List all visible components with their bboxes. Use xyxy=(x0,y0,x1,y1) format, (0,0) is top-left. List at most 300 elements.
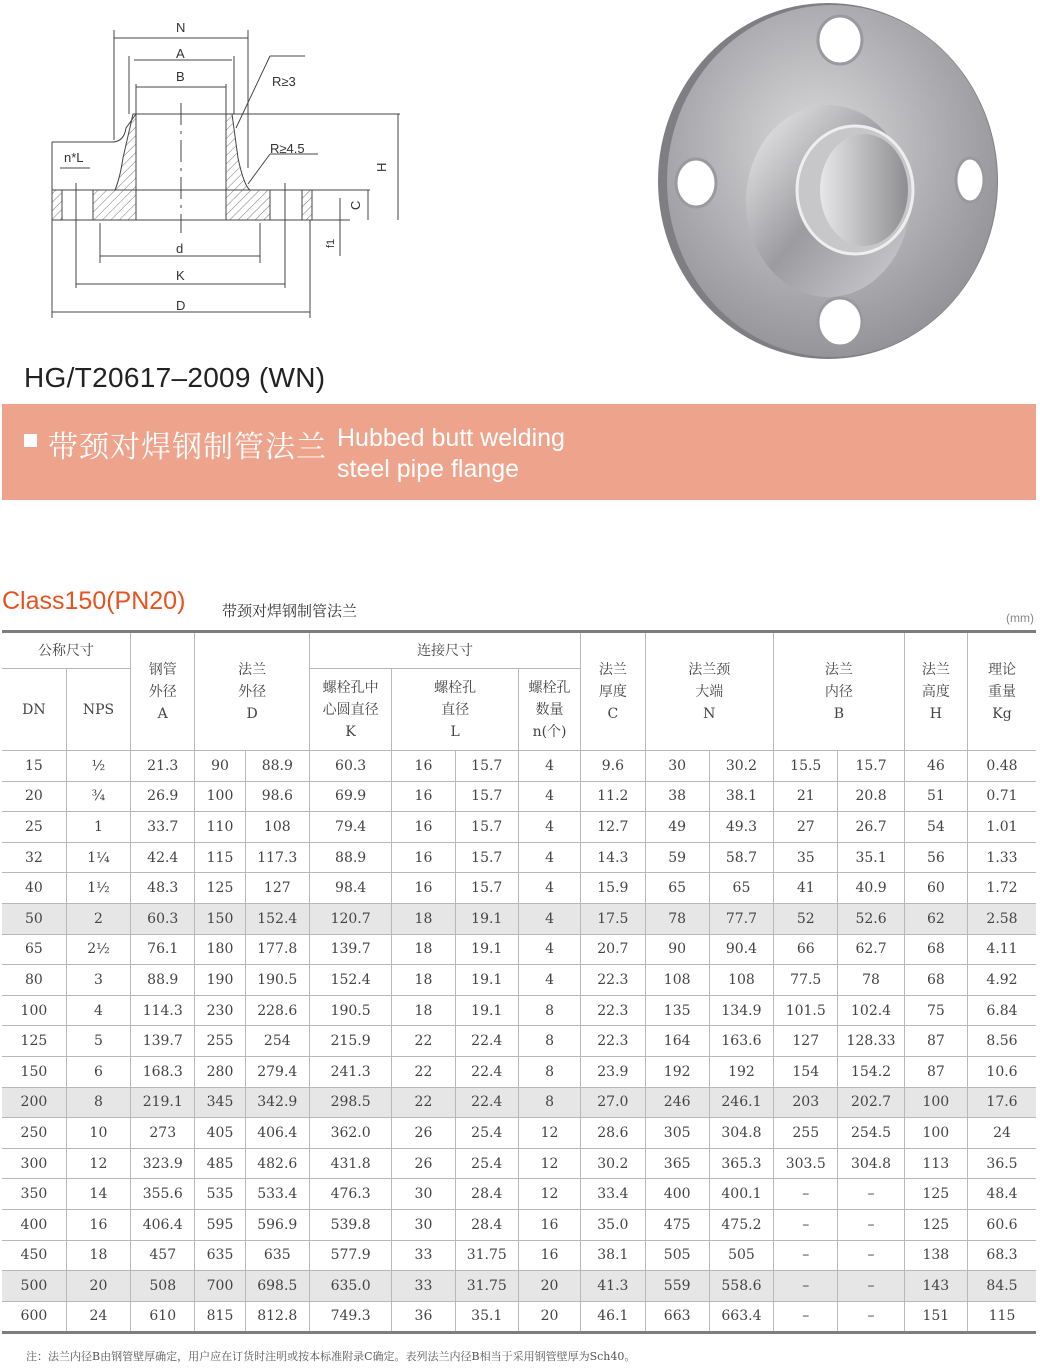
cell-n: 4 xyxy=(518,965,580,996)
cell-kg: 60.6 xyxy=(968,1209,1037,1240)
cell-b2: – xyxy=(838,1209,904,1240)
cell-h: 125 xyxy=(904,1179,967,1210)
cell-l2: 25.4 xyxy=(455,1118,518,1149)
cell-l2: 15.7 xyxy=(455,842,518,873)
cell-k: 98.4 xyxy=(309,873,391,904)
table-row xyxy=(2,842,1036,873)
cell-h: 100 xyxy=(904,1087,967,1118)
cell-k: 139.7 xyxy=(309,934,391,965)
table-row xyxy=(2,934,1036,965)
cell-nps: 3 xyxy=(66,965,130,996)
cell-dn: 125 xyxy=(2,1026,66,1057)
cell-n1: 246 xyxy=(645,1087,709,1118)
cell-n2: 304.8 xyxy=(709,1118,773,1149)
cell-a: 219.1 xyxy=(131,1087,195,1118)
cell-l2: 35.1 xyxy=(455,1301,518,1333)
cell-l2: 15.7 xyxy=(455,781,518,812)
cell-a: 48.3 xyxy=(131,873,195,904)
cell-kg: 4.11 xyxy=(968,934,1037,965)
flange-product-photo xyxy=(650,0,1000,362)
cell-n: 8 xyxy=(518,1087,580,1118)
cell-n: 4 xyxy=(518,751,580,782)
table-row xyxy=(2,1148,1036,1179)
cell-l2: 19.1 xyxy=(455,995,518,1026)
cell-d2: 482.6 xyxy=(245,1148,309,1179)
cell-dn: 80 xyxy=(2,965,66,996)
cell-d2: 698.5 xyxy=(245,1271,309,1302)
cell-nps: 1¼ xyxy=(66,842,130,873)
cell-c: 17.5 xyxy=(581,903,645,934)
cell-k: 749.3 xyxy=(309,1301,391,1333)
banner-title-cn: 带颈对焊钢制管法兰 xyxy=(48,430,327,465)
cell-n: 8 xyxy=(518,1056,580,1087)
cell-d1: 635 xyxy=(195,1240,245,1271)
cell-n1: 49 xyxy=(645,812,709,843)
cell-d1: 595 xyxy=(195,1209,245,1240)
cell-k: 215.9 xyxy=(309,1026,391,1057)
cell-h: 51 xyxy=(904,781,967,812)
cell-b2: 128.33 xyxy=(838,1026,904,1057)
cell-b2: 40.9 xyxy=(838,873,904,904)
standard-title: HG/T20617–2009 (WN) xyxy=(24,362,326,393)
table-row xyxy=(2,1271,1036,1302)
cell-dn: 32 xyxy=(2,842,66,873)
table-row xyxy=(2,903,1036,934)
cell-nps: 1 xyxy=(66,812,130,843)
label-d: d xyxy=(176,241,184,256)
cell-k: 635.0 xyxy=(309,1271,391,1302)
cell-a: 21.3 xyxy=(131,751,195,782)
cell-n1: 400 xyxy=(645,1179,709,1210)
cell-l2: 31.75 xyxy=(455,1240,518,1271)
cell-b1: 154 xyxy=(774,1056,838,1087)
cell-nps: 14 xyxy=(66,1179,130,1210)
cell-l1: 30 xyxy=(392,1209,455,1240)
cell-b1: 203 xyxy=(774,1087,838,1118)
cell-d1: 405 xyxy=(195,1118,245,1149)
cell-dn: 350 xyxy=(2,1179,66,1210)
unit-label: (mm) xyxy=(1006,611,1034,625)
cell-c: 22.3 xyxy=(581,965,645,996)
cell-h: 54 xyxy=(904,812,967,843)
cell-d2: 279.4 xyxy=(245,1056,309,1087)
cell-n1: 663 xyxy=(645,1301,709,1333)
cell-kg: 8.56 xyxy=(968,1026,1037,1057)
cell-n1: 559 xyxy=(645,1271,709,1302)
cell-h: 143 xyxy=(904,1271,967,1302)
cell-l1: 18 xyxy=(392,903,455,934)
cell-a: 76.1 xyxy=(131,934,195,965)
cell-d1: 180 xyxy=(195,934,245,965)
cell-dn: 250 xyxy=(2,1118,66,1149)
cell-d1: 255 xyxy=(195,1026,245,1057)
cell-n1: 305 xyxy=(645,1118,709,1149)
cell-b2: 62.7 xyxy=(838,934,904,965)
header-bore: 法兰 内径 B xyxy=(774,632,905,751)
label-B: B xyxy=(176,69,185,84)
label-N: N xyxy=(176,20,186,35)
cell-c: 20.7 xyxy=(581,934,645,965)
cell-kg: 0.48 xyxy=(968,751,1037,782)
cell-b1: 52 xyxy=(774,903,838,934)
cell-c: 22.3 xyxy=(581,1026,645,1057)
cell-l1: 16 xyxy=(392,842,455,873)
cell-nps: 18 xyxy=(66,1240,130,1271)
cell-d2: 406.4 xyxy=(245,1118,309,1149)
table-row xyxy=(2,1179,1036,1210)
table-row xyxy=(2,1026,1036,1057)
cell-h: 56 xyxy=(904,842,967,873)
cell-b1: 21 xyxy=(774,781,838,812)
label-R3: R≥3 xyxy=(272,74,296,89)
cell-nps: 1½ xyxy=(66,873,130,904)
cell-h: 62 xyxy=(904,903,967,934)
cell-h: 113 xyxy=(904,1148,967,1179)
cell-dn: 200 xyxy=(2,1087,66,1118)
label-A: A xyxy=(176,46,185,61)
cell-n2: 163.6 xyxy=(709,1026,773,1057)
cell-c: 46.1 xyxy=(581,1301,645,1333)
cell-d1: 485 xyxy=(195,1148,245,1179)
cell-c: 11.2 xyxy=(581,781,645,812)
cell-a: 33.7 xyxy=(131,812,195,843)
cell-d2: 117.3 xyxy=(245,842,309,873)
cell-n1: 505 xyxy=(645,1240,709,1271)
cell-l1: 22 xyxy=(392,1026,455,1057)
cell-n: 4 xyxy=(518,842,580,873)
cell-kg: 36.5 xyxy=(968,1148,1037,1179)
cell-h: 138 xyxy=(904,1240,967,1271)
cell-n: 8 xyxy=(518,1026,580,1057)
cell-n: 8 xyxy=(518,995,580,1026)
label-H: H xyxy=(374,162,389,172)
cell-l1: 26 xyxy=(392,1148,455,1179)
table-row xyxy=(2,995,1036,1026)
cell-b1: 127 xyxy=(774,1026,838,1057)
footnote: 注：法兰内径B由钢管壁厚确定，用户应在订货时注明或按本标准附录C确定。表列法兰内径B相当于采用钢管壁厚为Sch40。 xyxy=(26,1350,636,1363)
cell-kg: 17.6 xyxy=(968,1087,1037,1118)
cell-dn: 500 xyxy=(2,1271,66,1302)
cell-kg: 115 xyxy=(968,1301,1037,1333)
cell-n2: 77.7 xyxy=(709,903,773,934)
cell-kg: 24 xyxy=(968,1118,1037,1149)
cell-d1: 700 xyxy=(195,1271,245,1302)
cell-nps: 24 xyxy=(66,1301,130,1333)
cell-dn: 100 xyxy=(2,995,66,1026)
cell-h: 60 xyxy=(904,873,967,904)
cell-k: 190.5 xyxy=(309,995,391,1026)
cell-n1: 65 xyxy=(645,873,709,904)
label-K: K xyxy=(176,268,185,283)
cell-b2: 52.6 xyxy=(838,903,904,934)
cell-a: 323.9 xyxy=(131,1148,195,1179)
cell-n2: 65 xyxy=(709,873,773,904)
table-row xyxy=(2,1240,1036,1271)
table-row xyxy=(2,781,1036,812)
header-bolt-hole-dia: 螺栓孔 直径 L xyxy=(392,669,519,751)
cell-n1: 59 xyxy=(645,842,709,873)
flange-cross-section-drawing xyxy=(40,8,420,318)
cell-b1: 303.5 xyxy=(774,1148,838,1179)
cell-n2: 400.1 xyxy=(709,1179,773,1210)
cell-l2: 22.4 xyxy=(455,1026,518,1057)
cell-kg: 84.5 xyxy=(968,1271,1037,1302)
cell-l2: 19.1 xyxy=(455,965,518,996)
cell-kg: 10.6 xyxy=(968,1056,1037,1087)
cell-nps: 6 xyxy=(66,1056,130,1087)
cell-d2: 342.9 xyxy=(245,1087,309,1118)
cell-d2: 177.8 xyxy=(245,934,309,965)
cell-c: 33.4 xyxy=(581,1179,645,1210)
table-row xyxy=(2,1301,1036,1333)
cell-l2: 22.4 xyxy=(455,1056,518,1087)
cell-kg: 2.58 xyxy=(968,903,1037,934)
table-row xyxy=(2,1118,1036,1149)
cell-d2: 152.4 xyxy=(245,903,309,934)
cell-h: 87 xyxy=(904,1056,967,1087)
cell-n: 12 xyxy=(518,1148,580,1179)
cell-n: 12 xyxy=(518,1179,580,1210)
cell-l1: 18 xyxy=(392,995,455,1026)
label-f1: f1 xyxy=(325,238,337,248)
cell-l2: 25.4 xyxy=(455,1148,518,1179)
cell-n2: 108 xyxy=(709,965,773,996)
cell-c: 30.2 xyxy=(581,1148,645,1179)
cell-n: 4 xyxy=(518,934,580,965)
cell-kg: 1.72 xyxy=(968,873,1037,904)
cell-kg: 4.92 xyxy=(968,965,1037,996)
cell-d2: 127 xyxy=(245,873,309,904)
cell-l2: 28.4 xyxy=(455,1179,518,1210)
cell-nps: 8 xyxy=(66,1087,130,1118)
cell-d1: 100 xyxy=(195,781,245,812)
cell-l2: 15.7 xyxy=(455,751,518,782)
cell-b2: 202.7 xyxy=(838,1087,904,1118)
cell-l1: 36 xyxy=(392,1301,455,1333)
cell-b2: – xyxy=(838,1240,904,1271)
cell-n: 20 xyxy=(518,1271,580,1302)
cell-c: 12.7 xyxy=(581,812,645,843)
cell-n: 4 xyxy=(518,903,580,934)
cell-b2: – xyxy=(838,1271,904,1302)
cell-n1: 164 xyxy=(645,1026,709,1057)
cell-d2: 254 xyxy=(245,1026,309,1057)
cell-n: 16 xyxy=(518,1209,580,1240)
cell-nps: ¾ xyxy=(66,781,130,812)
cell-dn: 300 xyxy=(2,1148,66,1179)
cell-l2: 15.7 xyxy=(455,812,518,843)
cell-b2: 78 xyxy=(838,965,904,996)
cell-d2: 190.5 xyxy=(245,965,309,996)
cell-k: 79.4 xyxy=(309,812,391,843)
cell-l1: 33 xyxy=(392,1240,455,1271)
cell-b2: – xyxy=(838,1301,904,1333)
cell-n: 16 xyxy=(518,1240,580,1271)
cell-l1: 22 xyxy=(392,1056,455,1087)
cell-a: 60.3 xyxy=(131,903,195,934)
cell-k: 88.9 xyxy=(309,842,391,873)
cell-kg: 1.01 xyxy=(968,812,1037,843)
cell-k: 431.8 xyxy=(309,1148,391,1179)
cell-l1: 16 xyxy=(392,781,455,812)
cell-l1: 26 xyxy=(392,1118,455,1149)
cell-c: 14.3 xyxy=(581,842,645,873)
cell-n2: 58.7 xyxy=(709,842,773,873)
cell-n2: 475.2 xyxy=(709,1209,773,1240)
header-dn: DN xyxy=(2,669,66,751)
cell-d1: 345 xyxy=(195,1087,245,1118)
cell-n1: 90 xyxy=(645,934,709,965)
cell-a: 355.6 xyxy=(131,1179,195,1210)
cell-dn: 15 xyxy=(2,751,66,782)
table-row xyxy=(2,1056,1036,1087)
cell-dn: 150 xyxy=(2,1056,66,1087)
cell-a: 610 xyxy=(131,1301,195,1333)
cell-l2: 15.7 xyxy=(455,873,518,904)
cell-b1: 255 xyxy=(774,1118,838,1149)
cell-d2: 596.9 xyxy=(245,1209,309,1240)
cell-b2: 15.7 xyxy=(838,751,904,782)
table-row xyxy=(2,965,1036,996)
cell-nps: 5 xyxy=(66,1026,130,1057)
cell-b1: – xyxy=(774,1301,838,1333)
cell-h: 68 xyxy=(904,934,967,965)
cell-b2: 20.8 xyxy=(838,781,904,812)
cell-l2: 19.1 xyxy=(455,934,518,965)
cell-l2: 22.4 xyxy=(455,1087,518,1118)
cell-nps: 12 xyxy=(66,1148,130,1179)
header-height: 法兰 高度 H xyxy=(904,632,967,751)
cell-dn: 450 xyxy=(2,1240,66,1271)
cell-d1: 280 xyxy=(195,1056,245,1087)
cell-b1: 77.5 xyxy=(774,965,838,996)
cell-d2: 98.6 xyxy=(245,781,309,812)
cell-a: 457 xyxy=(131,1240,195,1271)
cell-b2: 254.5 xyxy=(838,1118,904,1149)
cell-b1: – xyxy=(774,1179,838,1210)
cell-h: 151 xyxy=(904,1301,967,1333)
cell-d2: 635 xyxy=(245,1240,309,1271)
cell-d1: 535 xyxy=(195,1179,245,1210)
cell-l1: 18 xyxy=(392,965,455,996)
banner-title-en-line1: Hubbed butt welding xyxy=(337,424,565,452)
cell-a: 508 xyxy=(131,1271,195,1302)
cell-b1: – xyxy=(774,1209,838,1240)
cell-c: 22.3 xyxy=(581,995,645,1026)
header-weight: 理论 重量 Kg xyxy=(968,632,1037,751)
banner-title-en-line2: steel pipe flange xyxy=(337,455,520,483)
header-connection: 连接尺寸 xyxy=(309,632,580,669)
cell-n: 4 xyxy=(518,812,580,843)
cell-b1: – xyxy=(774,1240,838,1271)
cell-dn: 65 xyxy=(2,934,66,965)
table-row xyxy=(2,873,1036,904)
cell-l1: 22 xyxy=(392,1087,455,1118)
cell-c: 27.0 xyxy=(581,1087,645,1118)
class-subtitle: 带颈对焊钢制管法兰 xyxy=(222,602,358,620)
cell-n: 4 xyxy=(518,781,580,812)
cell-k: 362.0 xyxy=(309,1118,391,1149)
cell-c: 28.6 xyxy=(581,1118,645,1149)
cell-b1: 15.5 xyxy=(774,751,838,782)
cell-k: 577.9 xyxy=(309,1240,391,1271)
class-title: Class150(PN20) xyxy=(2,587,186,615)
cell-dn: 25 xyxy=(2,812,66,843)
cell-l2: 19.1 xyxy=(455,903,518,934)
cell-n2: 246.1 xyxy=(709,1087,773,1118)
cell-k: 120.7 xyxy=(309,903,391,934)
cell-n2: 90.4 xyxy=(709,934,773,965)
header-bolt-circle: 螺栓孔中 心圆直径 K xyxy=(309,669,391,751)
cell-d2: 812.8 xyxy=(245,1301,309,1333)
cell-dn: 40 xyxy=(2,873,66,904)
cell-l1: 33 xyxy=(392,1271,455,1302)
cell-h: 68 xyxy=(904,965,967,996)
cell-dn: 400 xyxy=(2,1209,66,1240)
cell-b1: 27 xyxy=(774,812,838,843)
cell-h: 100 xyxy=(904,1118,967,1149)
cell-k: 241.3 xyxy=(309,1056,391,1087)
cell-h: 75 xyxy=(904,995,967,1026)
cell-nps: 4 xyxy=(66,995,130,1026)
flange-spec-table xyxy=(2,630,1036,1334)
cell-l1: 16 xyxy=(392,751,455,782)
cell-b1: – xyxy=(774,1271,838,1302)
cell-h: 125 xyxy=(904,1209,967,1240)
cell-k: 298.5 xyxy=(309,1087,391,1118)
cell-kg: 6.84 xyxy=(968,995,1037,1026)
cell-b1: 66 xyxy=(774,934,838,965)
bullet-square-icon xyxy=(24,434,37,447)
cell-n1: 192 xyxy=(645,1056,709,1087)
cell-n2: 49.3 xyxy=(709,812,773,843)
cell-dn: 20 xyxy=(2,781,66,812)
cell-a: 406.4 xyxy=(131,1209,195,1240)
cell-a: 168.3 xyxy=(131,1056,195,1087)
cell-h: 87 xyxy=(904,1026,967,1057)
cell-a: 139.7 xyxy=(131,1026,195,1057)
cell-n1: 135 xyxy=(645,995,709,1026)
section-banner xyxy=(2,404,1036,500)
cell-n: 4 xyxy=(518,873,580,904)
cell-c: 35.0 xyxy=(581,1209,645,1240)
cell-nps: 2½ xyxy=(66,934,130,965)
cell-n2: 365.3 xyxy=(709,1148,773,1179)
cell-k: 60.3 xyxy=(309,751,391,782)
cell-n2: 663.4 xyxy=(709,1301,773,1333)
cell-n1: 108 xyxy=(645,965,709,996)
cell-d1: 190 xyxy=(195,965,245,996)
cell-n1: 475 xyxy=(645,1209,709,1240)
cell-d2: 88.9 xyxy=(245,751,309,782)
table-body xyxy=(2,751,1036,1333)
cell-l1: 16 xyxy=(392,812,455,843)
label-D: D xyxy=(176,298,186,313)
cell-n2: 505 xyxy=(709,1240,773,1271)
cell-b2: 304.8 xyxy=(838,1148,904,1179)
cell-d1: 150 xyxy=(195,903,245,934)
cell-d1: 230 xyxy=(195,995,245,1026)
cell-l1: 16 xyxy=(392,873,455,904)
cell-c: 38.1 xyxy=(581,1240,645,1271)
cell-dn: 600 xyxy=(2,1301,66,1333)
cell-n: 20 xyxy=(518,1301,580,1333)
cell-d1: 125 xyxy=(195,873,245,904)
header-neck: 法兰颈 大端 N xyxy=(645,632,774,751)
cell-a: 26.9 xyxy=(131,781,195,812)
cell-d1: 110 xyxy=(195,812,245,843)
cell-n2: 558.6 xyxy=(709,1271,773,1302)
